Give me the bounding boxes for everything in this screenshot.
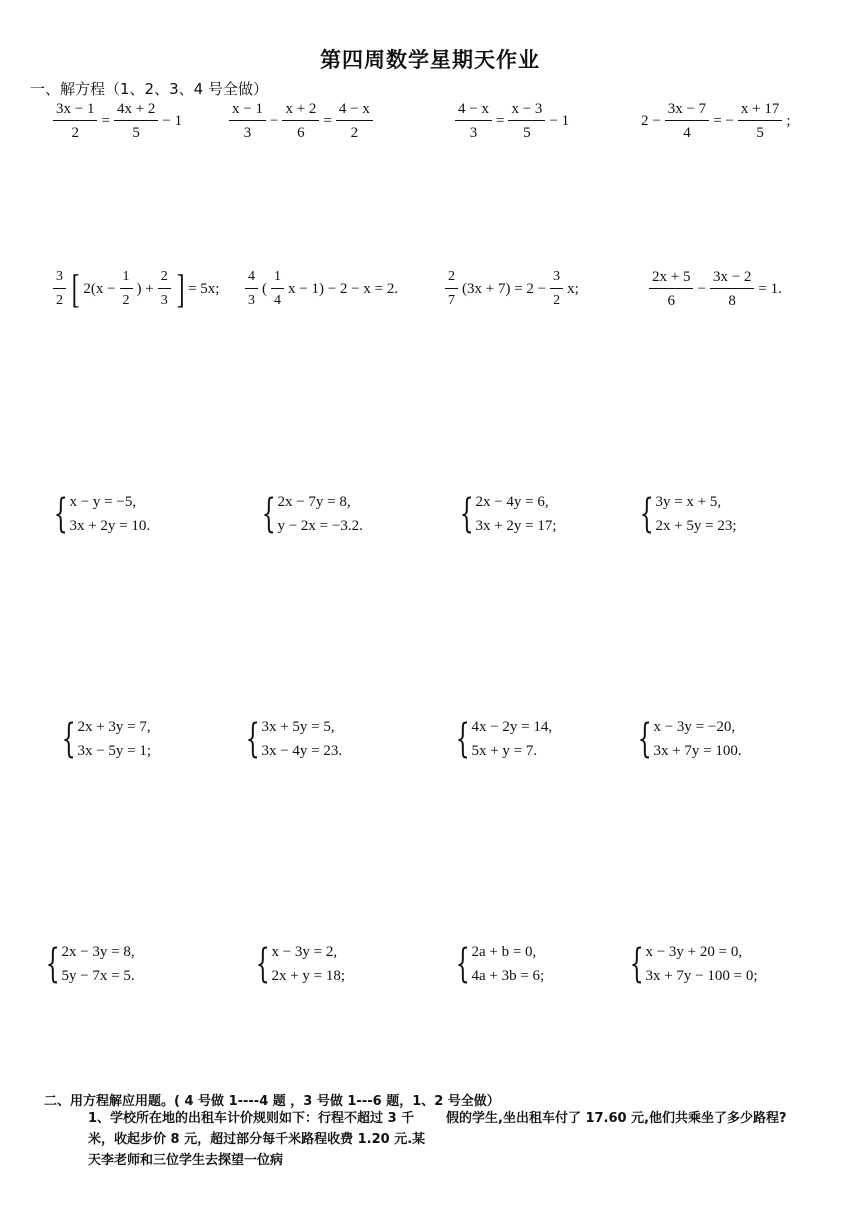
denominator: 3 — [160, 293, 168, 308]
denominator: 5 — [132, 125, 140, 141]
brace: { — [61, 716, 76, 762]
term: (3x + 7) = 2 − — [462, 280, 547, 297]
brace: { — [637, 716, 652, 762]
right-bracket: ] — [176, 266, 185, 311]
brace: { — [459, 491, 474, 537]
denominator: 6 — [667, 293, 675, 309]
brace: { — [245, 716, 260, 762]
brace: { — [629, 941, 644, 987]
system-line: 3x − 5y = 1; — [77, 743, 152, 759]
term: x; — [567, 280, 579, 297]
problem-1-text-left: 1、学校所在地的出租车计价规则如下：行程不超过 3 千米，收起步价 8 元，超过部分每千米路程收费 1.20 元.某天李老师和三位学生去探望一位病 — [88, 1111, 426, 1168]
system-line: 3x + 2y = 10. — [69, 518, 151, 534]
numerator: 4 − x — [455, 100, 492, 121]
numerator: x + 2 — [282, 100, 319, 121]
equation-2-3 — [442, 268, 580, 310]
brace: { — [639, 491, 654, 537]
brace: { — [53, 491, 68, 537]
term: ) + — [136, 280, 154, 297]
equation-system-5 — [56, 715, 151, 763]
section-2-heading: 二、用方程解应用题。( 4 号做 1----4 题 ，3 号做 1---6 题，1、2 号全做） — [44, 1094, 500, 1109]
denominator: 3 — [243, 125, 252, 141]
denominator: 3 — [469, 125, 478, 141]
brace: { — [455, 941, 470, 987]
brace: { — [455, 716, 470, 762]
term: = 1. — [758, 280, 782, 297]
system-line: 2x − 4y = 6, — [475, 494, 549, 510]
page-title: 第四周数学星期天作业 — [320, 48, 540, 72]
system-line: 3y = x + 5, — [655, 494, 722, 510]
numerator: 3x − 1 — [53, 100, 97, 121]
system-line: 2x + y = 18; — [271, 968, 346, 984]
denominator: 3 — [248, 293, 255, 308]
equation-1-1 — [50, 100, 183, 142]
system-line: 2x + 3y = 7, — [77, 719, 151, 735]
numerator: x − 3 — [508, 100, 545, 121]
term: 2(x − — [83, 280, 116, 297]
operator: = — [101, 112, 110, 129]
operator: = — [495, 112, 505, 129]
denominator: 2 — [122, 293, 130, 308]
system-line: y − 2x = −3.2. — [277, 518, 363, 534]
system-line: 5x + y = 7. — [471, 743, 538, 759]
equation-1-3 — [452, 100, 570, 142]
system-line: 3x + 2y = 17; — [475, 518, 557, 534]
system-line: 2x − 3y = 8, — [61, 944, 135, 960]
system-line: 2x − 7y = 8, — [277, 494, 351, 510]
system-line: 4a + 3b = 6; — [471, 968, 545, 984]
term: − 1 — [549, 112, 570, 129]
system-line: 3x + 7y = 100. — [653, 743, 742, 759]
system-line: 4x − 2y = 14, — [471, 719, 553, 735]
numerator: 1 — [120, 268, 133, 289]
system-line: x − 3y = 2, — [271, 944, 338, 960]
denominator: 2 — [350, 125, 359, 141]
denominator: 7 — [448, 293, 455, 308]
term: x − 1) − 2 − x = 2. — [288, 280, 399, 297]
equation-system-4 — [634, 490, 737, 538]
term: − 1 — [162, 112, 183, 129]
brace: { — [45, 941, 60, 987]
section-1-heading: 一、解方程（1、2、3、4 号全做） — [30, 80, 268, 98]
brace: { — [255, 941, 270, 987]
operator: − — [697, 280, 706, 297]
denominator: 5 — [523, 125, 531, 141]
numerator: 4x + 2 — [114, 100, 158, 121]
equation-system-11 — [450, 940, 544, 988]
denominator: 4 — [683, 125, 691, 141]
denominator: 8 — [728, 293, 736, 309]
numerator: 3x − 2 — [710, 268, 754, 289]
equation-2-4 — [646, 268, 783, 310]
equation-1-2 — [226, 100, 376, 142]
term: ( — [262, 280, 267, 297]
numerator: 1 — [271, 268, 284, 289]
equation-2-1 — [50, 268, 220, 310]
problem-1-text-right: 假的学生,坐出租车付了 17.60 元,他们共乘坐了多少路程? — [446, 1111, 787, 1126]
denominator: 6 — [297, 125, 305, 141]
system-line: x − y = −5, — [69, 494, 137, 510]
system-line: 2x + 5y = 23; — [655, 518, 737, 534]
system-line: 3x + 5y = 5, — [261, 719, 335, 735]
term: = 5x; — [188, 280, 220, 297]
left-bracket: [ — [71, 266, 80, 311]
numerator: 3x − 7 — [665, 100, 709, 121]
numerator: 3 — [53, 268, 66, 289]
system-line: 5y − 7x = 5. — [61, 968, 135, 984]
operator: = — [323, 112, 332, 129]
equation-system-8 — [632, 715, 742, 763]
equation-2-2 — [242, 268, 399, 310]
denominator: 2 — [56, 293, 63, 308]
numerator: 2 — [445, 268, 458, 289]
system-line: x − 3y + 20 = 0, — [645, 944, 743, 960]
operator: = − — [713, 112, 734, 129]
system-line: 2a + b = 0, — [471, 944, 537, 960]
equation-system-9 — [40, 940, 135, 988]
equation-1-4 — [640, 100, 792, 142]
denominator: 4 — [274, 293, 281, 308]
system-line: 3x + 7y − 100 = 0; — [645, 968, 758, 984]
term: ; — [786, 112, 791, 129]
numerator: 4 − x — [336, 100, 373, 121]
equation-system-12 — [624, 940, 758, 988]
term: 2 − — [641, 112, 661, 129]
numerator: x + 17 — [738, 100, 782, 121]
numerator: 3 — [550, 268, 563, 289]
numerator: 4 — [245, 268, 258, 289]
denominator: 2 — [71, 125, 79, 141]
equation-system-1 — [48, 490, 150, 538]
denominator: 2 — [553, 293, 561, 308]
system-line: x − 3y = −20, — [653, 719, 736, 735]
equation-system-7 — [450, 715, 552, 763]
denominator: 5 — [756, 125, 764, 141]
equation-system-3 — [454, 490, 557, 538]
numerator: x − 1 — [229, 100, 266, 121]
operator: − — [269, 112, 279, 129]
brace: { — [261, 491, 276, 537]
numerator: 2x + 5 — [649, 268, 693, 289]
system-line: 3x − 4y = 23. — [261, 743, 343, 759]
numerator: 2 — [158, 268, 171, 289]
equation-system-2 — [256, 490, 363, 538]
equation-system-10 — [250, 940, 345, 988]
equation-system-6 — [240, 715, 342, 763]
